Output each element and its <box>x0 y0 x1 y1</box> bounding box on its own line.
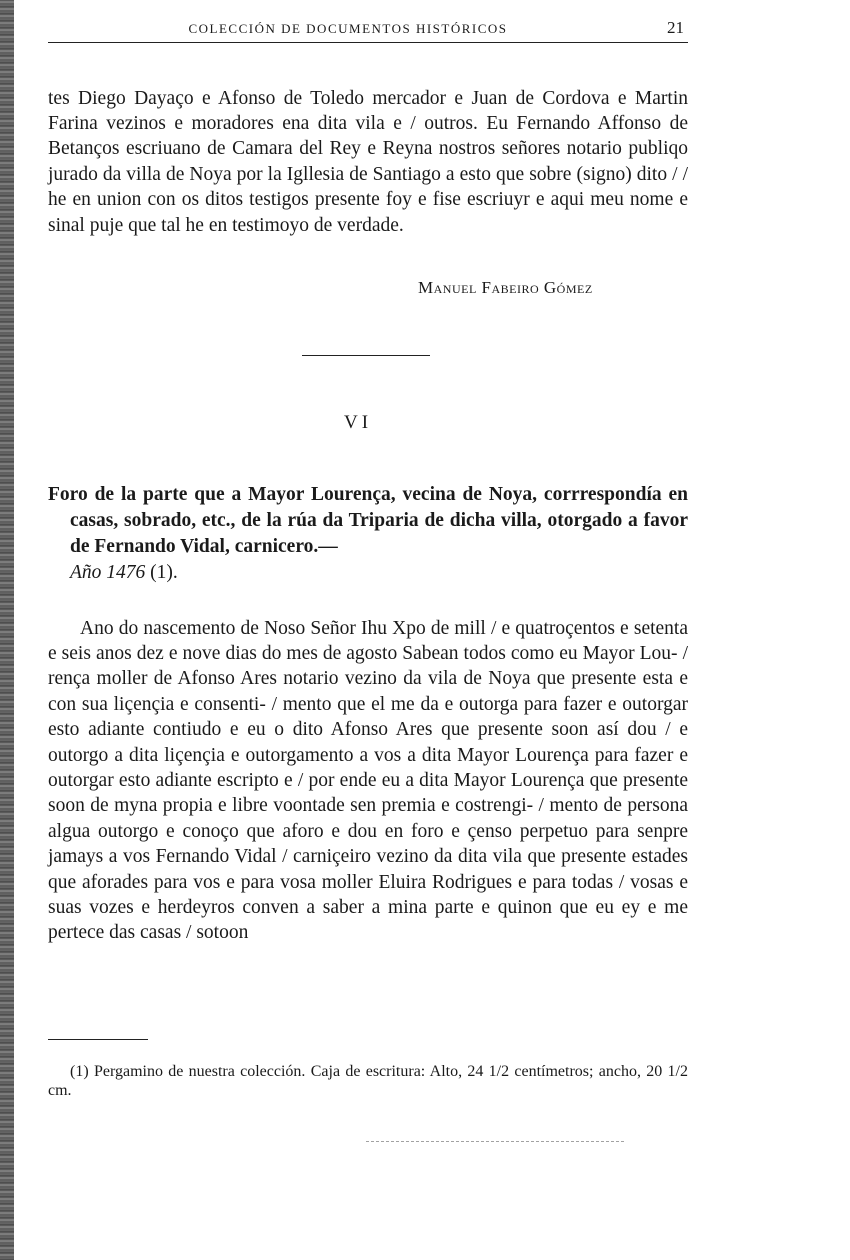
running-title: COLECCIÓN DE DOCUMENTOS HISTÓRICOS <box>188 21 508 36</box>
section-divider <box>302 355 430 356</box>
footnote: (1) Pergamino de nuestra colección. Caja de escritura: Alto, 24 1/2 centímetros; ancho, 20 1/2 cm. <box>48 1063 688 1099</box>
document-number: VI <box>343 412 373 433</box>
scan-binding-edge <box>0 0 14 1260</box>
scan-artifact-line <box>366 1141 624 1142</box>
transcriber-signature: Manuel Fabeiro Gómez <box>418 278 593 297</box>
footnote-rule <box>48 1039 148 1040</box>
document-body: Ano do nascemento de Noso Señor Ihu Xpo de mill / e quatroçentos e setenta e seis anos dez e nove dias do mes de agosto Sabean todos como eu Mayor Lou- / rença moller de Afonso Ares notario vezino da vila de Noya que presente esta e con sua liçençia e consenti- / mento que el me da e outorga para fazer e outorgar esto adiante contiudo e eu o dito Afonso Ares que presente soon así dou / e outorgo a dita liçençia e outorgamento a vos a dita Mayor Lourença para fazer e outorgar esto adiante escripto e / por ende eu a dita Mayor Lourença que presente soon de myna propia e libre voontade sen premia e costrengi- / mento de persona algua outorgo e conoço que aforo e dou en foro e çenso perpetuo para senpre jamays a vos Fernando Vidal / carniçeiro vezino da dita vila que presente estades que aforades para vos e para vosa moller Eluira Rodrigues e para todas / vosas e suas vozes e herdeyros conven a saber a mina parte e quinon que eu ey e me pertece das casas / sotoon <box>48 617 688 944</box>
document-heading-text: Foro de la parte que a Mayor Lourença, vecina de Noya, corrrespondía en casas, sobrado, etc., de la rúa da Triparia de dicha villa, otorgado a favor de Fernando Vidal, carnicero.— <box>48 483 688 557</box>
previous-document-closing: tes Diego Dayaço e Afonso de Toledo mercador e Juan de Cordova e Martin Farina vezinos e moradores ena dita vila e / outros. Eu Fernando Affonso de Betanços escriuano de Camara del Rey e Reyna nostros señores notario publiqo jurado da villa de Noya por la Igllesia de Santiago a esto que sobre (signo) dito / / he en union con os ditos testigos presente foy e fise escriuyr e aqui meu nome e sinal puje que tal he en testimoyo de verdade. <box>48 87 688 236</box>
footnote-reference: (1). <box>150 561 178 583</box>
document-heading <box>48 482 688 586</box>
document-date: Año 1476 <box>70 561 146 583</box>
running-head <box>48 18 688 43</box>
page-number: 21 <box>667 18 684 37</box>
